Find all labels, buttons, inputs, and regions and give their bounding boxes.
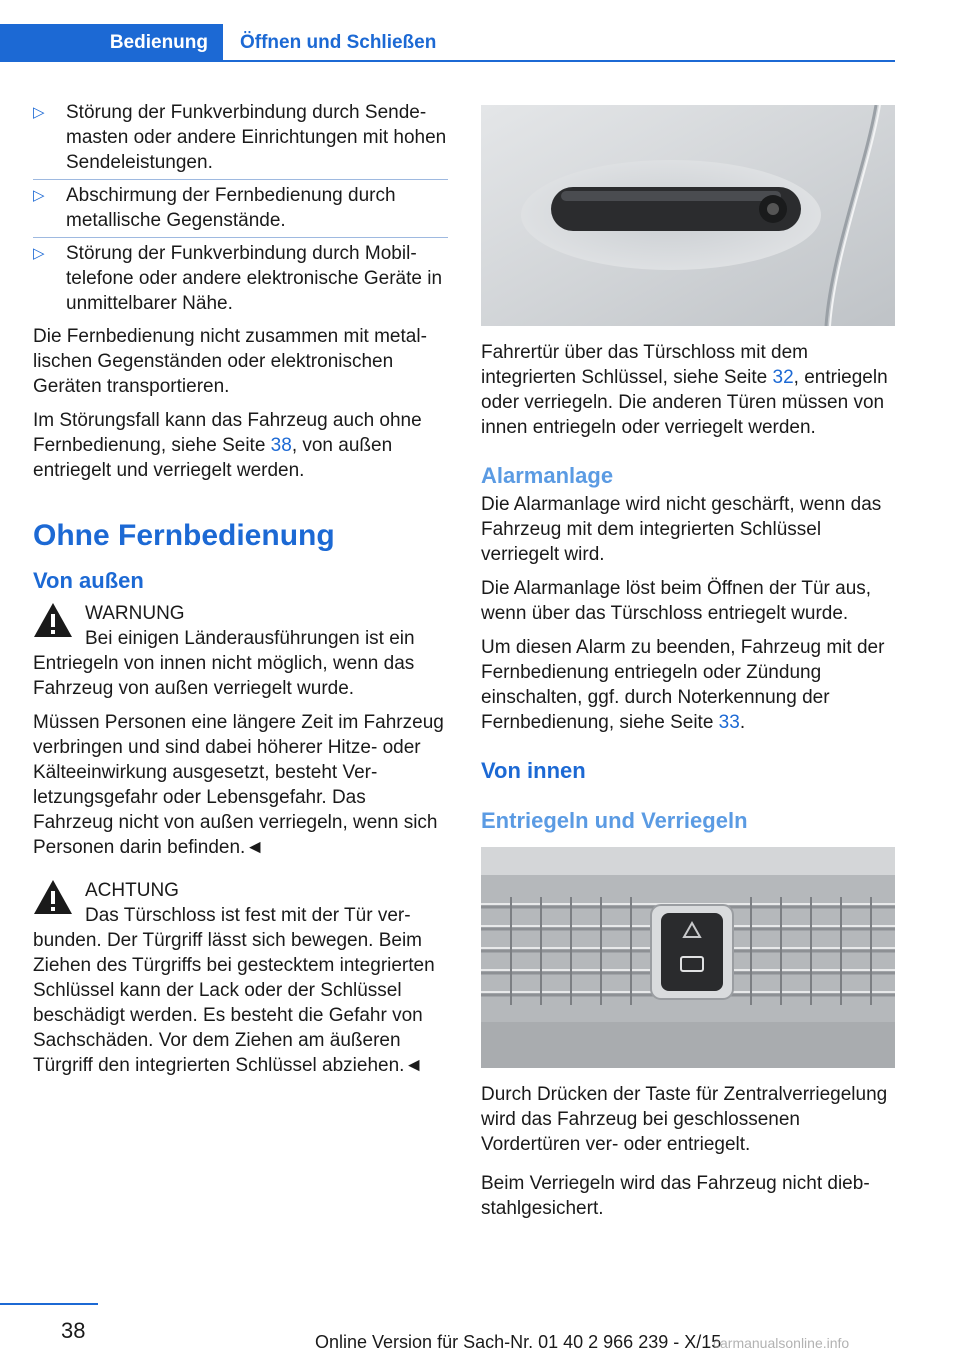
warning-block <box>33 601 448 701</box>
page-link[interactable]: 32 <box>772 367 794 388</box>
footer-rule <box>0 1303 98 1305</box>
list-item: ▷ Abschirmung der Fernbedienung durch metallische Gegenstände. <box>33 183 448 233</box>
left-column <box>33 100 448 1087</box>
page-link[interactable]: 38 <box>270 435 292 456</box>
alarm-heading: Alarmanlage <box>481 463 614 488</box>
watermark: carmanualsonline.info <box>713 1335 850 1351</box>
paragraph: Die Alarmanlage wird nicht geschärft, wenn das Fahrzeug mit dem integrierten Schlüssel verriegelt wird. <box>481 494 882 565</box>
paragraph: Müssen Personen eine längere Zeit im Fahrzeug verbringen und sind dabei höherer Hitze- oder Kälteeinwirkung ausgesetzt, besteht Verletzungsgefahr oder Lebensgefahr. Das Fahrzeug nicht von außen verriegeln, wenn sich Personen darin befinden.◄ <box>33 712 444 858</box>
caution-title: ACHTUNG <box>85 880 179 901</box>
caution-text-cont: bunden. Der Türgriff lässt sich bewegen. Beim Ziehen des Türgriffs bei gestecktem integrierten Schlüssel kann der Lack oder der Schlüssel beschädigt werden. Es besteht die Gefahr von Sachschäden. Vor dem Ziehen am äußeren Türgriff den integrierten Schlüssel abziehen.◄ <box>33 930 435 1076</box>
online-version-text: Online Version für Sach-Nr. 01 40 2 966 239 - X/15 <box>315 1332 722 1352</box>
right-column <box>481 105 895 1230</box>
paragraph: Im Störungsfall kann das Fahrzeug auch ohne Fernbedienung, siehe Seite 38, von außen entriegelt und verriegelt werden. <box>33 410 422 481</box>
bullet-list <box>33 100 448 316</box>
list-item: ▷ Störung der Funkverbindung durch Sendemasten oder andere Einrichtungen mit hohen Sendeleistungen. <box>33 100 448 175</box>
paragraph: Die Fernbedienung nicht zusammen mit metallischen Gegenständen oder elektronischen Geräten transportieren. <box>33 326 427 397</box>
page-link[interactable]: 33 <box>718 712 740 733</box>
subsubsection-heading: Entriegeln und Verriegeln <box>481 808 748 833</box>
section-tab[interactable]: Bedienung <box>0 24 223 62</box>
paragraph: Beim Verriegeln wird das Fahrzeug nicht diebstahlgesichert. <box>481 1173 870 1219</box>
image-caption: Fahrertür über das Türschloss mit dem integrierten Schlüssel, siehe Seite 32, entriegeln oder verriegeln. Die anderen Türen müssen von innen entriegeln oder verriegelt werden. <box>481 342 888 438</box>
caution-block <box>33 878 448 1078</box>
central-locking-button-image <box>481 847 895 1068</box>
header-rule <box>223 60 895 62</box>
subsection-heading: Von außen <box>33 568 144 593</box>
image-caption: Durch Drücken der Taste für Zentralverriegelung wird das Fahrzeug bei geschlossenen Vordertüren ver- oder entriegelt. <box>481 1084 888 1155</box>
page-header <box>0 24 895 62</box>
warning-triangle-icon <box>33 601 73 639</box>
warning-title: WARNUNG <box>85 603 185 624</box>
warning-text-cont: Entriegeln von innen nicht möglich, wenn das Fahrzeug von außen verriegelt wurde. <box>33 653 415 699</box>
paragraph: Die Alarmanlage löst beim Öffnen der Tür aus, wenn über das Türschloss entriegelt wurde. <box>481 578 872 624</box>
door-handle-image <box>481 105 895 326</box>
page-number: 38 <box>61 1318 86 1343</box>
caution-text: Das Türschloss ist fest mit der Tür ver- <box>85 905 411 926</box>
subsection-heading: Von innen <box>481 758 586 783</box>
caution-triangle-icon <box>33 878 73 916</box>
chapter-tab[interactable]: Öffnen und Schließen <box>240 32 437 53</box>
list-item: ▷ Störung der Funkverbindung durch Mobiltelefone oder andere elektronische Geräte in unmittelbarer Nähe. <box>33 241 448 316</box>
section-heading: Ohne Fernbedienung <box>33 519 335 552</box>
paragraph: Um diesen Alarm zu beenden, Fahrzeug mit der Fernbedienung entriegeln oder Zündung einschalten, ggf. durch Noterkennung der Fernbedienung, siehe Seite 33. <box>481 637 885 733</box>
warning-text: Bei einigen Länderausführungen ist ein <box>85 628 415 649</box>
